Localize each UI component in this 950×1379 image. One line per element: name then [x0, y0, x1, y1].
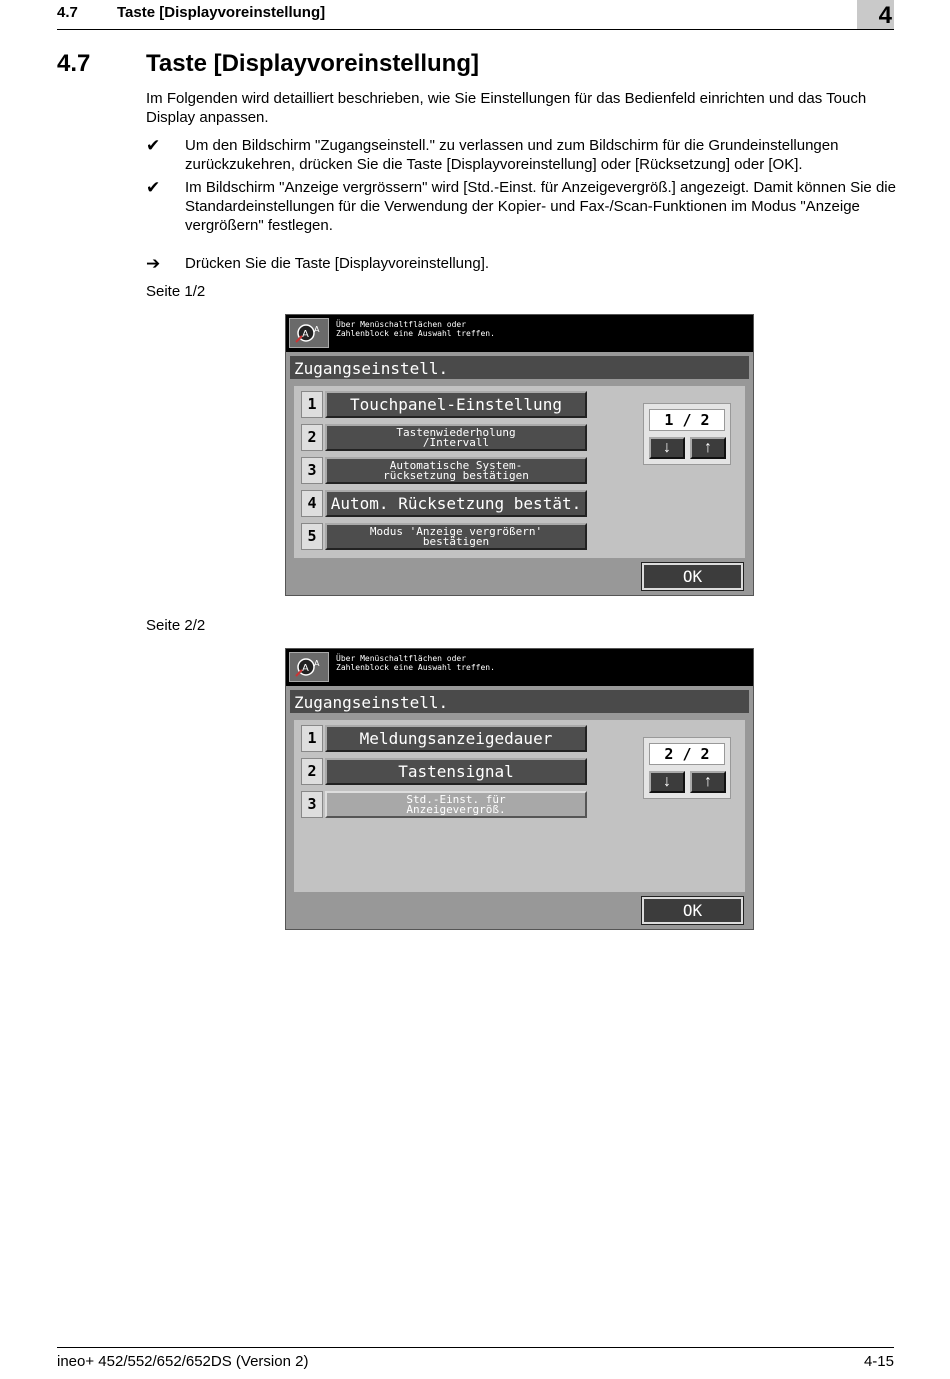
item-number: 1 [301, 391, 323, 418]
screen2-caption: Seite 2/2 [146, 617, 206, 634]
page-down-button[interactable]: ↓ [649, 771, 685, 793]
heading-number: 4.7 [57, 50, 91, 77]
check-icon: ✔ [146, 178, 161, 197]
message-bar [286, 649, 753, 686]
intro-paragraph: Im Folgenden wird detailliert beschrieben, wie Sie Einstellungen für das Bedienfeld einrichten und das Touch Display anpassen. [146, 90, 867, 126]
screen-page-1 [285, 314, 754, 596]
step-text: Drücken Sie die Taste [Displayvoreinstellung]. [185, 255, 490, 272]
page-navigator [643, 737, 731, 799]
page-indicator: 1 / 2 [649, 409, 725, 431]
item-number: 2 [301, 758, 323, 785]
screen-title-bar [290, 356, 749, 379]
screen-message: Über Menüschaltflächen oder Zahlenblock eine Auswahl treffen. [336, 320, 495, 338]
item-number: 3 [301, 457, 323, 484]
svg-text:A: A [302, 663, 309, 674]
item-number: 1 [301, 725, 323, 752]
item-number: 2 [301, 424, 323, 451]
enlarge-default-settings-button[interactable]: Std.-Einst. für Anzeigevergröß. [325, 791, 587, 818]
message-display-time-button[interactable]: Meldungsanzeigedauer [325, 725, 587, 752]
header-section-title: Taste [Displayvoreinstellung] [117, 4, 326, 21]
page-indicator: 2 / 2 [649, 743, 725, 765]
footer-page-number: 4-15 [863, 1353, 894, 1370]
screen-message: Über Menüschaltflächen oder Zahlenblock eine Auswahl treffen. [336, 654, 495, 672]
screen-page-2 [285, 648, 754, 930]
page-navigator [643, 403, 731, 465]
svg-text:A: A [314, 325, 320, 334]
menu-panel [294, 386, 745, 558]
check-icon: ✔ [146, 136, 161, 155]
chapter-tab [857, 0, 894, 29]
page-header [57, 0, 894, 30]
page-footer [57, 1347, 894, 1370]
accessibility-icon[interactable] [289, 652, 329, 682]
svg-text:A: A [314, 659, 320, 668]
screen-title: Zugangseinstell. [294, 359, 449, 378]
auto-reset-confirm-button[interactable]: Autom. Rücksetzung bestät. [325, 490, 587, 517]
arrow-right-icon: ➔ [146, 254, 161, 273]
footer-model: ineo+ 452/552/652/652DS (Version 2) [57, 1353, 309, 1370]
heading-title: Taste [Displayvoreinstellung] [146, 50, 479, 77]
item-number: 4 [301, 490, 323, 517]
bullet-text: Um den Bildschirm "Zugangseinstell." zu verlassen und zum Bildschirm für die Grundeinstellungen zurückzukehren, drücken Sie die Taste [Displayvoreinstellung] oder [Rücksetzung] oder [OK]. [185, 137, 839, 173]
key-sound-button[interactable]: Tastensignal [325, 758, 587, 785]
ok-button[interactable]: OK [642, 563, 743, 590]
page-up-button[interactable]: ↑ [690, 771, 726, 793]
accessibility-icon[interactable] [289, 318, 329, 348]
menu-panel [294, 720, 745, 892]
chapter-number: 4 [878, 2, 892, 29]
screen-title-bar [290, 690, 749, 713]
header-section-number: 4.7 [57, 4, 78, 21]
touchpanel-setting-button[interactable]: Touchpanel-Einstellung [325, 391, 587, 418]
page-down-button[interactable]: ↓ [649, 437, 685, 459]
key-repeat-button[interactable]: Tastenwiederholung /Intervall [325, 424, 587, 451]
screen-title: Zugangseinstell. [294, 693, 449, 712]
item-number: 5 [301, 523, 323, 550]
ok-button[interactable]: OK [642, 897, 743, 924]
bullet-text: Im Bildschirm "Anzeige vergrössern" wird [Std.-Einst. für Anzeigevergröß.] angezeigt. Damit können Sie die Standardeinstellungen für die Verwendung der Kopier- und Fax-/Scan-Funktionen im Modus "Anzeige vergrößern" festlegen. [185, 179, 896, 234]
svg-text:A: A [302, 329, 309, 340]
item-number: 3 [301, 791, 323, 818]
screen1-caption: Seite 1/2 [146, 283, 206, 300]
enlarge-display-mode-button[interactable]: Modus 'Anzeige vergrößern' bestätigen [325, 523, 587, 550]
message-bar [286, 315, 753, 352]
auto-system-reset-button[interactable]: Automatische System- rücksetzung bestätigen [325, 457, 587, 484]
page-up-button[interactable]: ↑ [690, 437, 726, 459]
